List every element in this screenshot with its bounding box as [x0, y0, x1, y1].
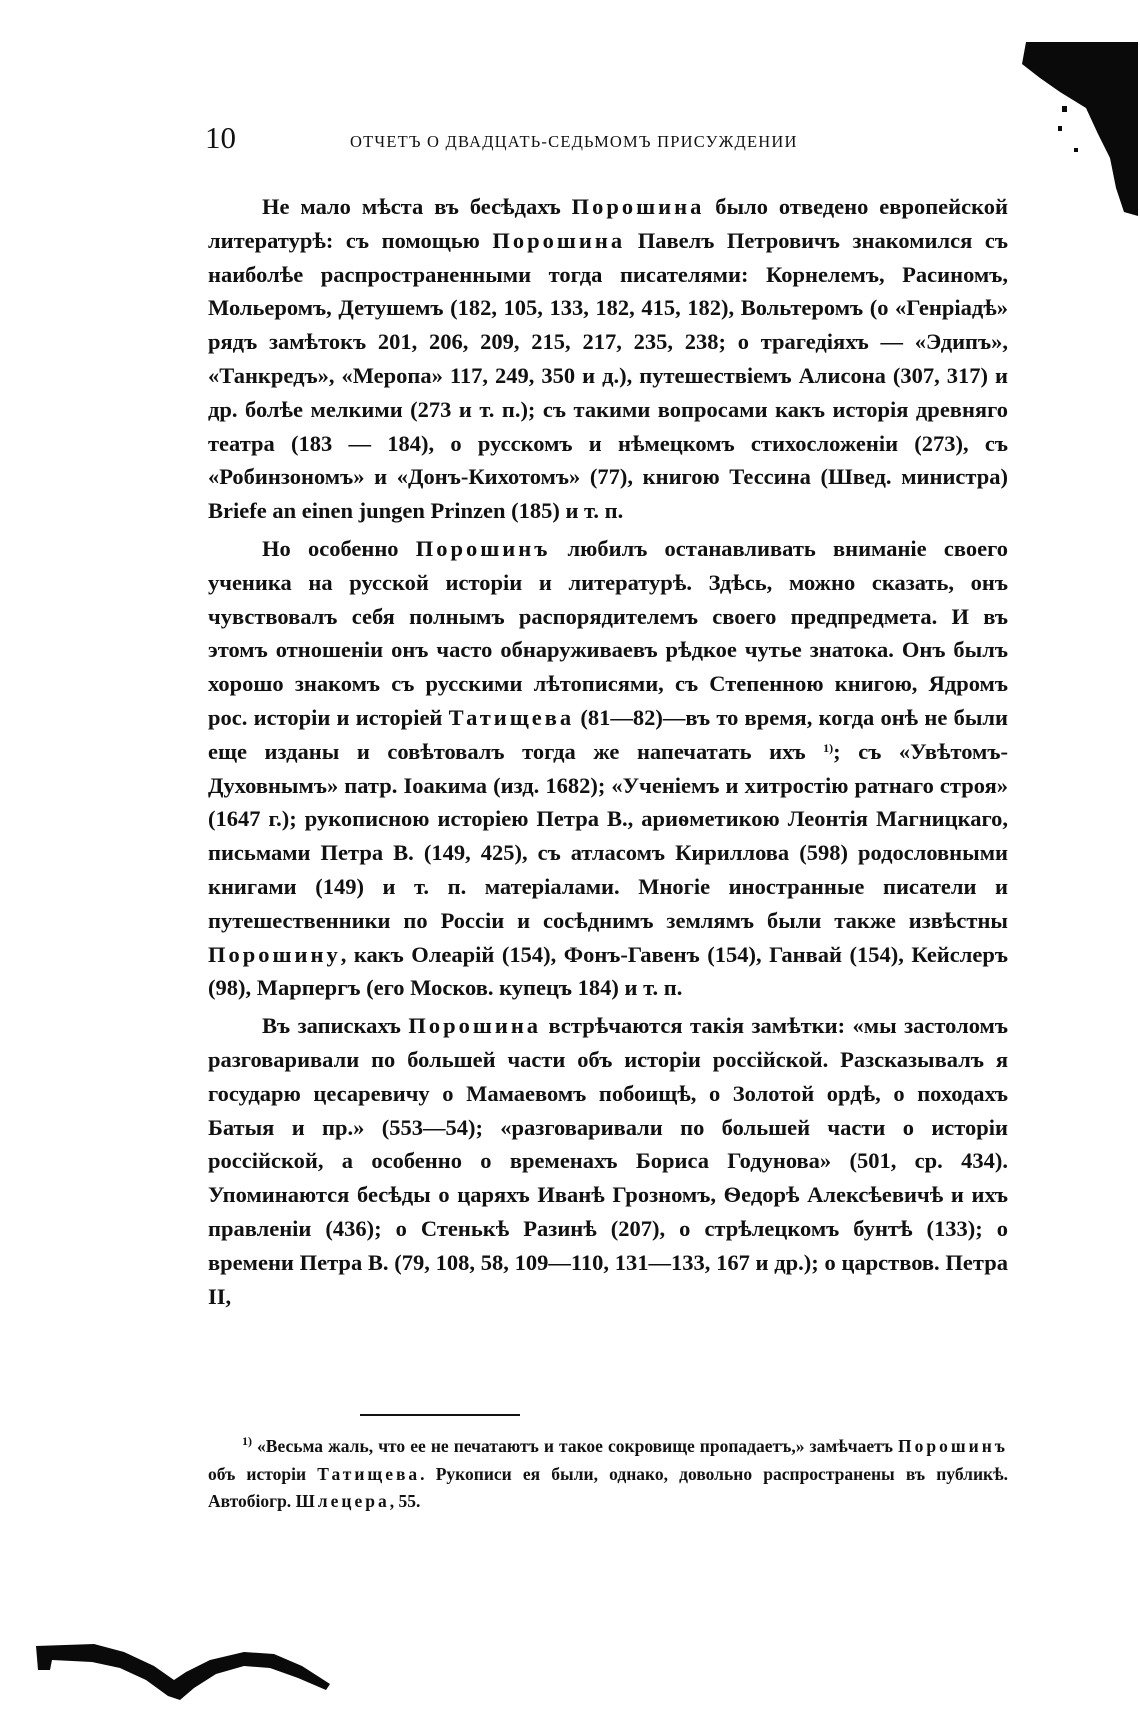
- person-name: Татищева: [317, 1463, 421, 1484]
- person-name: Порошинъ: [415, 535, 551, 561]
- person-name: Татищева: [448, 704, 575, 730]
- footnote-divider: [360, 1414, 520, 1416]
- person-name: Порошина: [571, 194, 705, 219]
- footnote: $^{1)}$ «Весьма жаль, что ее не печатаютъ и такое сокровище пропадаетъ,» замѣчаетъ Порошинъ объ исторіи Татищева. Рукописи ея были, однако, довольно распространены въ публикѣ. Автобіогр. Шлецера, 55.: [208, 1434, 1008, 1511]
- person-name: Порошинъ: [898, 1436, 1008, 1456]
- person-name: Шлецера: [295, 1491, 390, 1511]
- footnote-marker: 1): [242, 1434, 252, 1448]
- person-name: Порошину: [208, 941, 341, 967]
- footnote-reference[interactable]: 1): [823, 740, 834, 755]
- scan-ink-stroke-bottom-left: [34, 1640, 334, 1730]
- page-number: 10: [205, 120, 236, 155]
- person-name: Порошина: [408, 1013, 542, 1039]
- main-text: [208, 190, 1008, 1317]
- paragraph: Не мало мѣста въ бесѣдахъ Порошина было отведено европейской литературѣ: съ помощью Порошина Павелъ Петровичъ знакомился съ наиболѣе распространенными тогда писателями: Корнелемъ, Расиномъ, Мольеромъ, Детушемъ (182, 105, 133, 182, 415, 182), Вольтеромъ (о «Генріадѣ» рядъ замѣтокъ 201, 206, 209, 215, 217, 235, 238; о трагедіяхъ — «Эдипъ», «Танкредъ», «Меропа» 117, 249, 350 и д.), путешествіемъ Алисона (307, 317) и др. болѣе мелкими (273 и т. п.); съ такими вопросами какъ исторія древняго театра (183 — 184), о русскомъ и нѣмецкомъ стихосложеніи (273), съ «Робинзономъ» и «Донъ-Кихотомъ» (77), книгою Тессина (Швед. министра) Briefe an einen jungen Prinzen (185) и т. п.: [208, 194, 1008, 524]
- paragraph: Въ запискахъ Порошина встрѣчаются такія замѣтки: «мы застоломъ разговаривали по большей части объ исторіи россійской. Разсказывалъ я государю цесаревичу о Мамаевомъ побоищѣ, о Золотой ордѣ, о походахъ Батыя и пр.» (553—54); «разговаривали по большей части о исторіи россійской, а особенно о временахъ Бориса Годунова» (501, ср. 434). Упоминаются бесѣды о царяхъ Иванѣ Грозномъ, Ѳедорѣ Алексѣевичѣ и ихъ правленіи (436); о Стенькѣ Разинѣ (207), о стрѣлецкомъ бунтѣ (133); о времени Петра В. (79, 108, 58, 109—110, 131—133, 167 и др.); о царствов. Петра II,: [208, 1013, 1008, 1309]
- person-name: Порошина: [492, 227, 626, 253]
- running-title: ОТЧЕТЪ О ДВАДЦАТЬ-СЕДЬМОМЪ ПРИСУЖДЕНИИ: [350, 132, 798, 151]
- paragraph: Но особенно Порошинъ любилъ останавливать вниманіе своего ученика на русской исторіи и литературѣ. Здѣсь, можно сказать, онъ чувствовалъ себя полнымъ распорядителемъ своего предпредмета. И въ этомъ отношеніи онъ часто обнаруживаевъ рѣдкое чутье знатока. Онъ былъ хорошо знакомъ съ русскими лѣтописями, съ Степенною книгою, Ядромъ рос. исторіи и исторіей Татищева (81—82)—въ то время, когда онѣ не были еще изданы и совѣтовалъ тогда же напечатать ихъ $^{1)}$; съ «Увѣтомъ-Духовнымъ» патр. Іоакима (изд. 1682); «Ученіемъ и хитростію ратнаго строя» (1647 г.); рукописною исторіею Петра В., ариѳметикою Леонтія Магницкаго, письмами Петра В. (149, 425), съ атласомъ Кириллова (598) родословными книгами (149) и т. п. матеріалами. Многіе иностранные писатели и путешественники по Россіи и сосѣднимъ землямъ были также извѣстны Порошину, какъ Олеарій (154), Фонъ-Гавенъ (154), Ганвай (154), Кейслеръ (98), Марпергъ (его Москов. купецъ 184) и т. п.: [208, 535, 1009, 1001]
- page-header: [205, 120, 1025, 160]
